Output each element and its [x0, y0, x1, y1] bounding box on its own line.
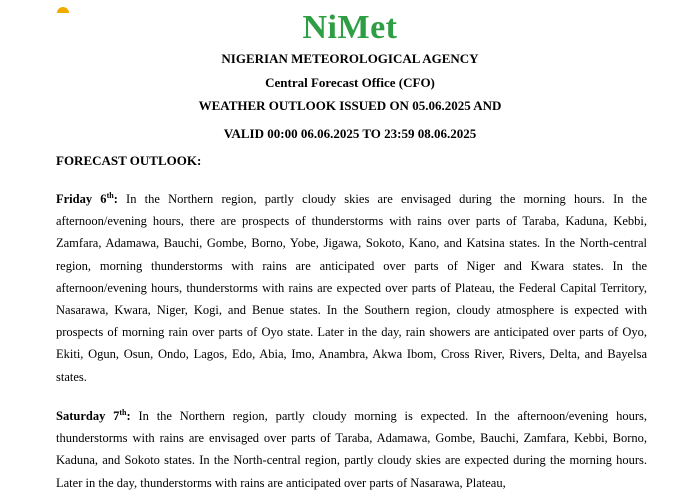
section-title: FORECAST OUTLOOK: [56, 153, 202, 168]
forecast-text: In the Northern region, partly cloudy morning is expected. In the afternoon/evening hours, thunderstorms with rains are envisaged over parts of Taraba, Adamawa, Gombe, Bauchi, Zamfara, Kebbi, Borno, Kaduna, and Sokoto states. In the North-central region, partly cloudy skies are expected during the morning hours. Later in the day, thunderstorms with rains are anticipated over parts of Nasarawa, Plateau, [56, 409, 647, 490]
issued-line: WEATHER OUTLOOK ISSUED ON 05.06.2025 AND [198, 98, 502, 113]
forecast-paragraph-friday [56, 188, 647, 388]
agency-name: NIGERIAN METEOROLOGICAL AGENCY [221, 51, 479, 66]
valid-line: VALID 00:00 06.06.2025 TO 23:59 08.06.2025 [223, 126, 477, 141]
office-name: Central Forecast Office (CFO) [265, 75, 435, 90]
day-label: Friday 6th: [56, 190, 118, 206]
sun-icon [56, 5, 70, 13]
nimet-logo [0, 10, 700, 46]
logo-text: NiMet [302, 9, 398, 46]
forecast-paragraph-saturday [56, 405, 647, 494]
day-label: Saturday 7th: [56, 407, 131, 423]
forecast-text: In the Northern region, partly cloudy skies are envisaged during the morning hours. In the afternoon/evening hours, there are prospects of thunderstorms with rains over parts of Taraba, Kaduna, Kebbi, Zamfara, Adamawa, Bauchi, Gombe, Borno, Yobe, Jigawa, Sokoto, Kano, and Katsina states. In the North-central region, morning thunderstorms with rains are anticipated over parts of Niger and Kwara states. In the afternoon/evening hours, thunderstorms with rains are expected over parts of Plateau, the Federal Capital Territory, Nasarawa, Kwara, Niger, Kogi, and Benue states. In the Southern region, cloudy atmosphere is expected with prospects of morning rain over parts of Oyo state. Later in the day, rain showers are anticipated over parts of Oyo, Ekiti, Ogun, Osun, Ondo, Lagos, Edo, Abia, Imo, Anambra, Akwa Ibom, Cross River, Rivers, Delta, and Bayelsa states. [56, 192, 647, 384]
